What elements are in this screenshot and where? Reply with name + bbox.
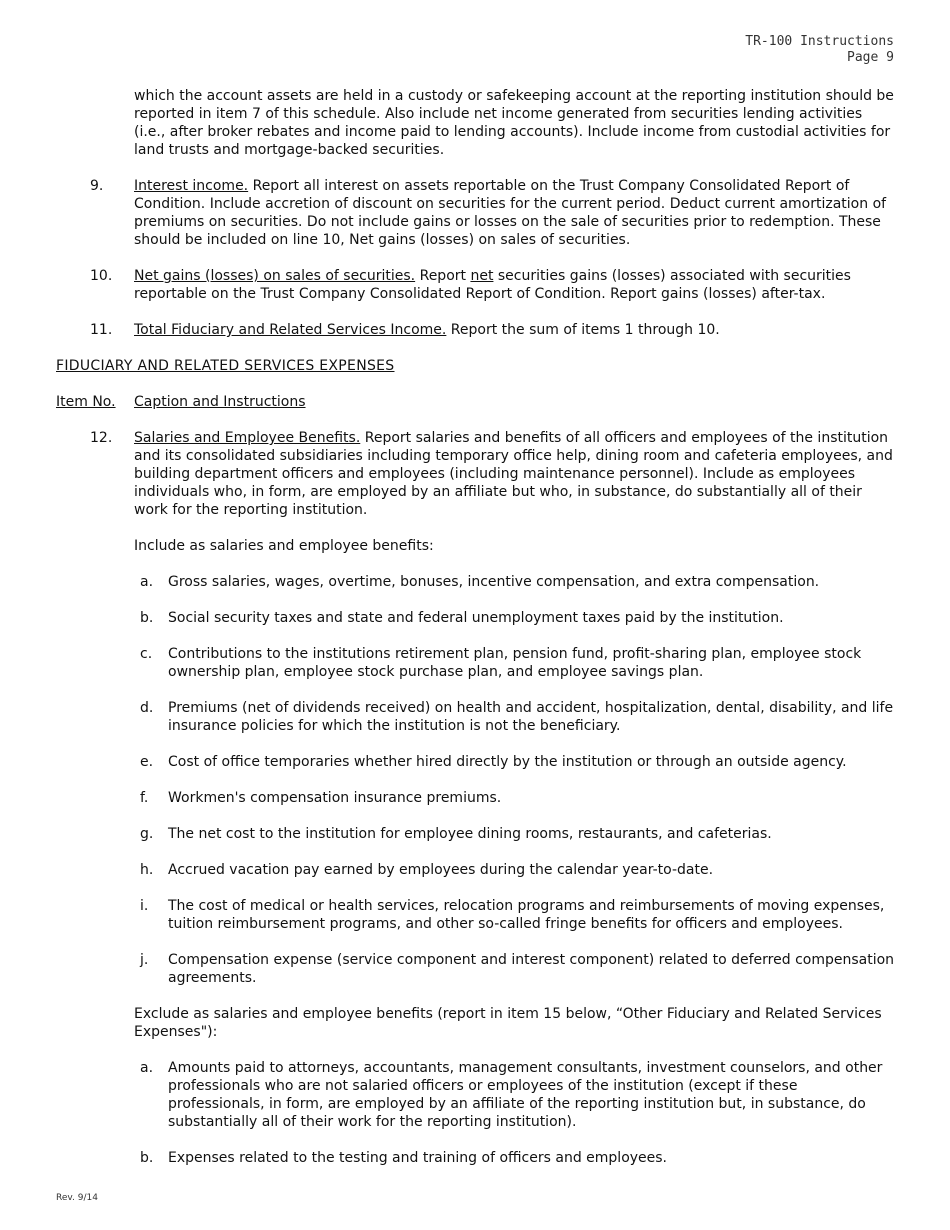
- item-text: securities gains (losses) associated with securities reportable on the Trust Company Consolidated Report of Condition. Report gains (losses) after-tax.: [134, 268, 851, 302]
- list-text: Cost of office temporaries whether hired directly by the institution or through an outside agency.: [168, 754, 847, 770]
- item-paragraph: [134, 429, 896, 519]
- exclude-list: [134, 1059, 896, 1167]
- list-letter: g.: [140, 826, 154, 842]
- item-number: 12.: [90, 430, 113, 446]
- include-intro: Include as salaries and employee benefits:: [134, 538, 434, 554]
- list-letter: b.: [140, 1150, 154, 1166]
- item-text: Report all interest on assets reportable on the Trust Company Consolidated Report of Condition. Include accretion of discount on securities for the current period. Deduct current amortization of premiums on securities. Do not include gains or losses on the sale of securities prior to redemption. These should be included on line 10, Net gains (losses) on sales of securities.: [134, 178, 887, 248]
- item-body: [134, 177, 896, 249]
- list-item: [134, 861, 896, 879]
- list-item: [134, 1059, 896, 1131]
- item-9: [56, 177, 896, 249]
- item-number: 10.: [90, 268, 113, 284]
- continued-paragraph: which the account assets are held in a custody or safekeeping account at the reporting institution should be reported in item 7 of this schedule. Also include net income generated from securities lending activities (i.e., after broker rebates and income paid to lending accounts). Include income from custodial activities for land trusts and mortgage-backed securities.: [134, 88, 894, 158]
- item-number: 11.: [90, 322, 113, 338]
- item-body: [134, 267, 896, 303]
- list-text: Contributions to the institutions retirement plan, pension fund, profit-sharing plan, employee stock ownership plan, employee stock purchase plan, and employee savings plan.: [168, 646, 862, 680]
- list-text: Gross salaries, wages, overtime, bonuses, incentive compensation, and extra compensation.: [168, 574, 820, 590]
- list-letter: c.: [140, 646, 153, 662]
- caption-header: Caption and Instructions: [134, 394, 306, 410]
- item-caption: Salaries and Employee Benefits.: [134, 430, 361, 446]
- list-letter: d.: [140, 700, 154, 716]
- item-body: [134, 321, 896, 339]
- list-text: Accrued vacation pay earned by employees during the calendar year-to-date.: [168, 862, 714, 878]
- list-item: [134, 699, 896, 735]
- list-text: Social security taxes and state and federal unemployment taxes paid by the institution.: [168, 610, 784, 626]
- exclude-intro: Exclude as salaries and employee benefits (report in item 15 below, “Other Fiduciary and Related Services Expenses"):: [134, 1006, 882, 1040]
- list-letter: e.: [140, 754, 154, 770]
- page-number: Page 9: [847, 50, 894, 65]
- revision-footer: Rev. 9/14: [56, 1193, 98, 1203]
- include-list: [134, 573, 896, 987]
- list-letter: b.: [140, 610, 154, 626]
- list-item: [134, 573, 896, 591]
- column-headers: [56, 393, 896, 411]
- item-12: [56, 429, 896, 1185]
- item-caption: Net gains (losses) on sales of securities.: [134, 268, 416, 284]
- item-no-header: Item No.: [56, 394, 116, 410]
- list-item: [134, 825, 896, 843]
- list-text: The net cost to the institution for employee dining rooms, restaurants, and cafeterias.: [168, 826, 772, 842]
- list-text: Premiums (net of dividends received) on health and accident, hospitalization, dental, disability, and life insurance policies for which the institution is not the beneficiary.: [168, 700, 894, 734]
- item-text: Report: [415, 268, 471, 284]
- list-letter: a.: [140, 1060, 154, 1076]
- list-letter: a.: [140, 574, 154, 590]
- list-text: Expenses related to the testing and training of officers and employees.: [168, 1150, 668, 1166]
- list-text: Compensation expense (service component and interest component) related to deferred compensation agreements.: [168, 952, 895, 986]
- item-text-emphasis: net: [470, 268, 494, 284]
- item-text: Report the sum of items 1 through 10.: [446, 322, 720, 338]
- item-caption: Total Fiduciary and Related Services Income.: [134, 322, 447, 338]
- page-header: [745, 34, 894, 66]
- item-10: [56, 267, 896, 303]
- list-item: [134, 645, 896, 681]
- item-number: 9.: [90, 178, 104, 194]
- document-title: TR-100 Instructions: [745, 34, 894, 49]
- list-letter: f.: [140, 790, 149, 806]
- list-item: [134, 897, 896, 933]
- item-11: [56, 321, 896, 339]
- document-body: [56, 87, 896, 1185]
- list-letter: i.: [140, 898, 149, 914]
- list-item: [134, 753, 896, 771]
- section-title: FIDUCIARY AND RELATED SERVICES EXPENSES: [56, 358, 395, 374]
- item-caption: Interest income.: [134, 178, 249, 194]
- item-text: Report salaries and benefits of all officers and employees of the institution and its consolidated subsidiaries including temporary office help, dining room and cafeteria employees, and building department officers and employees (including maintenance personnel). Include as employees individuals who, in form, are employed by an affiliate but who, in substance, do substantially all of their work for the reporting institution.: [134, 430, 893, 518]
- list-item: [134, 789, 896, 807]
- item-body: [134, 429, 896, 1185]
- list-text: Amounts paid to attorneys, accountants, management consultants, investment counselors, and other professionals who are not salaried officers or employees of the institution (except if these professionals, in form, are employed by an affiliate of the reporting institution but, in substance, do substantially all of their work for the reporting institution).: [168, 1060, 883, 1130]
- list-item: [134, 951, 896, 987]
- list-letter: h.: [140, 862, 154, 878]
- list-text: Workmen's compensation insurance premiums.: [168, 790, 502, 806]
- list-item: [134, 609, 896, 627]
- list-item: [134, 1149, 896, 1167]
- list-text: The cost of medical or health services, relocation programs and reimbursements of moving expenses, tuition reimbursement programs, and other so-called fringe benefits for officers and employees.: [168, 898, 885, 932]
- list-letter: j.: [140, 952, 149, 968]
